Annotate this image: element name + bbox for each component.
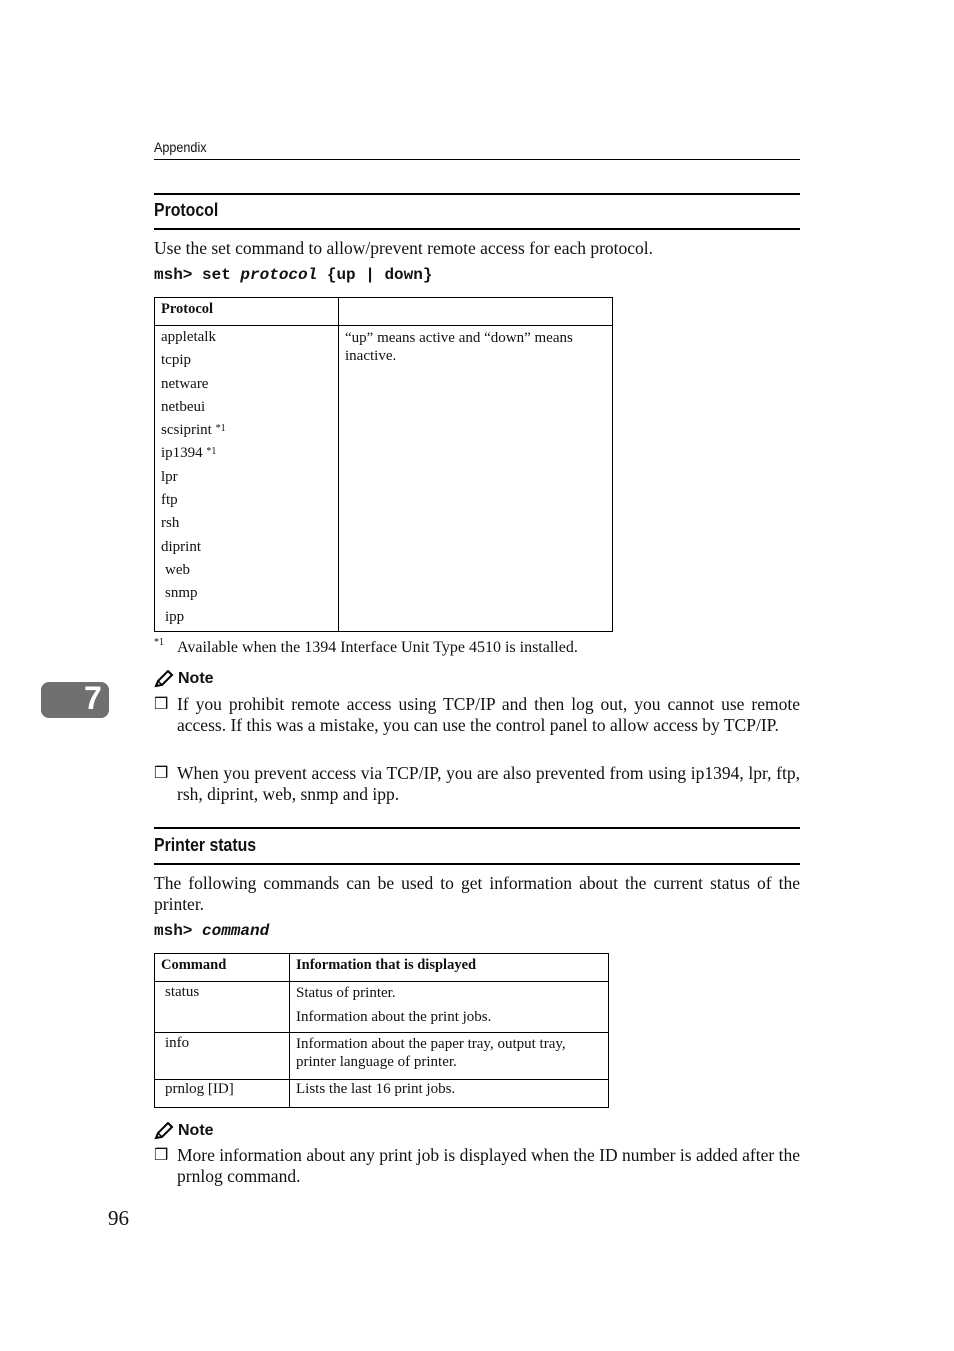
command-cell: info xyxy=(155,1033,290,1080)
protocol-description: “up” means active and “down” means inactive. xyxy=(339,326,613,632)
note-item: ❒ When you prevent access via TCP/IP, you are also prevented from using ip1394, lpr, ftp, rsh, diprint, web, snmp and ipp. xyxy=(154,763,800,804)
checkbox-icon: ❒ xyxy=(154,1147,169,1164)
header-rule xyxy=(154,159,800,160)
section-rule-top xyxy=(154,827,800,829)
table-header-command: Command xyxy=(155,954,290,982)
protocol-list xyxy=(155,326,339,632)
note-heading: Note xyxy=(154,670,214,688)
checkbox-icon: ❒ xyxy=(154,696,169,713)
list-item: netware xyxy=(161,375,209,392)
info-cell: Lists the last 16 print jobs. xyxy=(290,1080,609,1108)
list-item: web xyxy=(165,561,190,578)
footnote: $^{*1}$ Available when the 1394 Interface Unit Type 4510 is installed. xyxy=(154,637,578,656)
list-item: netbeui xyxy=(161,398,206,415)
list-item: ip1394 $^{*1}$ xyxy=(161,445,217,462)
section-rule-bottom xyxy=(154,228,800,230)
info-cell: Information about the paper tray, output tray, printer language of printer. xyxy=(290,1033,609,1080)
pencil-icon xyxy=(154,1122,174,1140)
note-heading: Note xyxy=(154,1122,214,1140)
section-title-printer-status: Printer status xyxy=(154,835,257,855)
table-row xyxy=(155,982,609,1033)
printer-status-intro: The following commands can be used to get information about the current status of the printer. xyxy=(154,873,800,914)
list-item: ftp xyxy=(161,492,178,509)
section-title-protocol: Protocol xyxy=(154,200,219,220)
page-number: 96 xyxy=(108,1206,129,1230)
command-table xyxy=(154,953,609,1108)
protocol-command-syntax: msh> set protocol {up | down} xyxy=(154,266,433,284)
table-header-empty xyxy=(339,298,613,326)
chapter-number: 7 xyxy=(84,680,102,716)
pencil-icon xyxy=(154,670,174,688)
list-item: diprint xyxy=(161,538,201,555)
list-item: ipp xyxy=(165,608,185,625)
note-item: ❒ More information about any print job is displayed when the ID number is added after the prnlog command. xyxy=(154,1145,800,1186)
table-header-protocol: Protocol xyxy=(155,298,339,326)
running-header: Appendix xyxy=(154,139,207,155)
footnote-ref: *1 xyxy=(215,423,226,435)
list-item: scsiprint $^{*1}$ xyxy=(161,422,226,439)
info-cell: Status of printer. Information about the print jobs. xyxy=(290,982,609,1033)
note-item: ❒ If you prohibit remote access using TCP/IP and then log out, you cannot use remote access. If this was a mistake, you can use the control panel to allow access by TCP/IP. xyxy=(154,694,800,735)
list-item: rsh xyxy=(161,515,180,532)
protocol-table xyxy=(154,297,613,632)
list-item: tcpip xyxy=(161,352,191,369)
section-rule-top xyxy=(154,193,800,195)
table-header-info: Information that is displayed xyxy=(290,954,609,982)
checkbox-icon: ❒ xyxy=(154,765,169,782)
section-rule-bottom xyxy=(154,863,800,865)
footnote-ref: *1 xyxy=(206,446,217,458)
command-cell: status xyxy=(155,982,290,1033)
table-row xyxy=(155,1033,609,1080)
command-cell: prnlog [ID] xyxy=(155,1080,290,1108)
list-item: lpr xyxy=(161,468,178,485)
table-row xyxy=(155,1080,609,1108)
list-item: appletalk xyxy=(161,329,216,345)
list-item: snmp xyxy=(165,585,198,602)
printer-status-command-syntax: msh> command xyxy=(154,922,270,940)
protocol-intro: Use the set command to allow/prevent remote access for each protocol. xyxy=(154,238,654,258)
